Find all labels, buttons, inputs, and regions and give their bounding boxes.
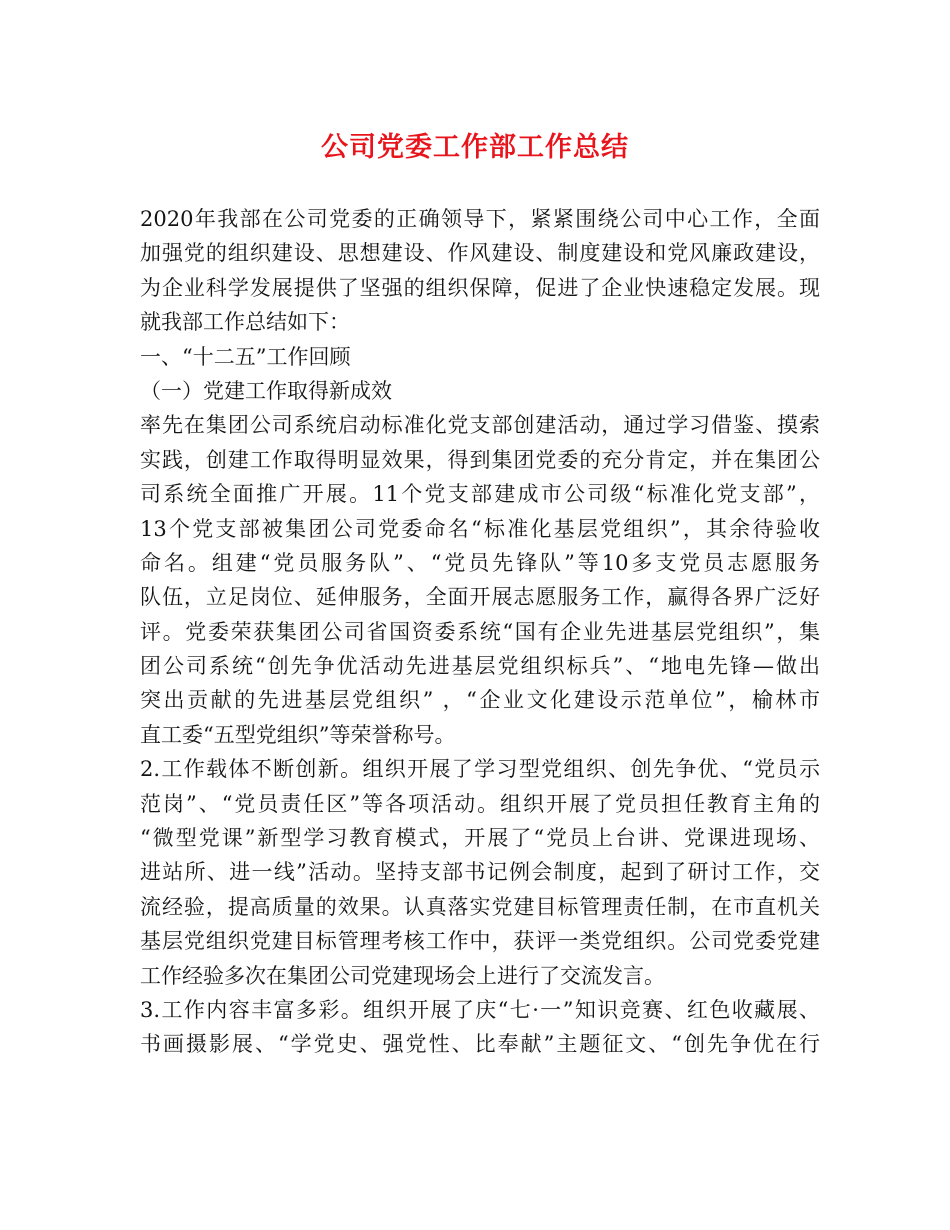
body-line: 直工委“五型党组织”等荣誉称号。 [140,722,456,747]
document-title: 公司党委工作部工作总结 [321,132,629,163]
body-line: 团公司系统“创先争优活动先进基层党组织标兵”、“地电先锋—做出 [140,654,820,679]
body-line: 工作经验多次在集团公司党建现场会上进行了交流发言。 [140,963,665,988]
body-line: 率先在集团公司系统启动标准化党支部创建活动，通过学习借鉴、摸索 [140,413,820,438]
body-line: 13个党支部被集团公司党委命名“标准化基层党组织”，其余待验收 [140,516,820,541]
body-line: （一）党建工作取得新成效 [140,378,392,403]
body-line: 为企业科学发展提供了坚强的组织保障，促进了企业快速稳定发展。现 [140,275,820,300]
body-line: 司系统全面推广开展。11个党支部建成市公司级“标准化党支部”， [140,482,820,507]
body-line: “微型党课”新型学习教育模式，开展了“党员上台讲、党课进现场、 [140,826,820,851]
body-line: 基层党组织党建目标管理考核工作中，获评一类党组织。公司党委党建 [140,929,820,954]
body-line: 书画摄影展、“学党史、强党性、比奉献”主题征文、“创先争优在行 [140,1032,820,1057]
document-body [140,202,820,1062]
body-line: 3.工作内容丰富多彩。组织开展了庆“七·一”知识竞赛、红色收藏展、 [140,997,820,1022]
body-line: 范岗”、“党员责任区”等各项活动。组织开展了党员担任教育主角的 [140,791,820,816]
body-line: 评。党委荣获集团公司省国资委系统“国有企业先进基层党组织”，集 [140,619,820,644]
body-line: 一、“十二五”工作回顾 [140,344,351,369]
body-line: 队伍，立足岗位、延伸服务，全面开展志愿服务工作，赢得各界广泛好 [140,585,820,610]
body-line: 突出贡献的先进基层党组织” ，“企业文化建设示范单位”，榆林市 [140,688,820,713]
body-line: 2020年我部在公司党委的正确领导下，紧紧围绕公司中心工作，全面 [140,207,820,231]
body-line: 2.工作载体不断创新。组织开展了学习型党组织、创先争优、“党员示 [140,757,820,782]
body-line: 进站所、进一线”活动。坚持支部书记例会制度，起到了研讨工作，交 [140,860,820,885]
body-line: 实践，创建工作取得明显效果，得到集团党委的充分肯定，并在集团公 [140,447,820,472]
body-line: 就我部工作总结如下： [140,310,350,335]
body-line: 命名。组建“党员服务队”、“党员先锋队”等10多支党员志愿服务 [140,550,820,575]
body-line: 流经验，提高质量的效果。认真落实党建目标管理责任制，在市直机关 [140,894,820,919]
body-line: 加强党的组织建设、思想建设、作风建设、制度建设和党风廉政建设， [140,241,820,266]
